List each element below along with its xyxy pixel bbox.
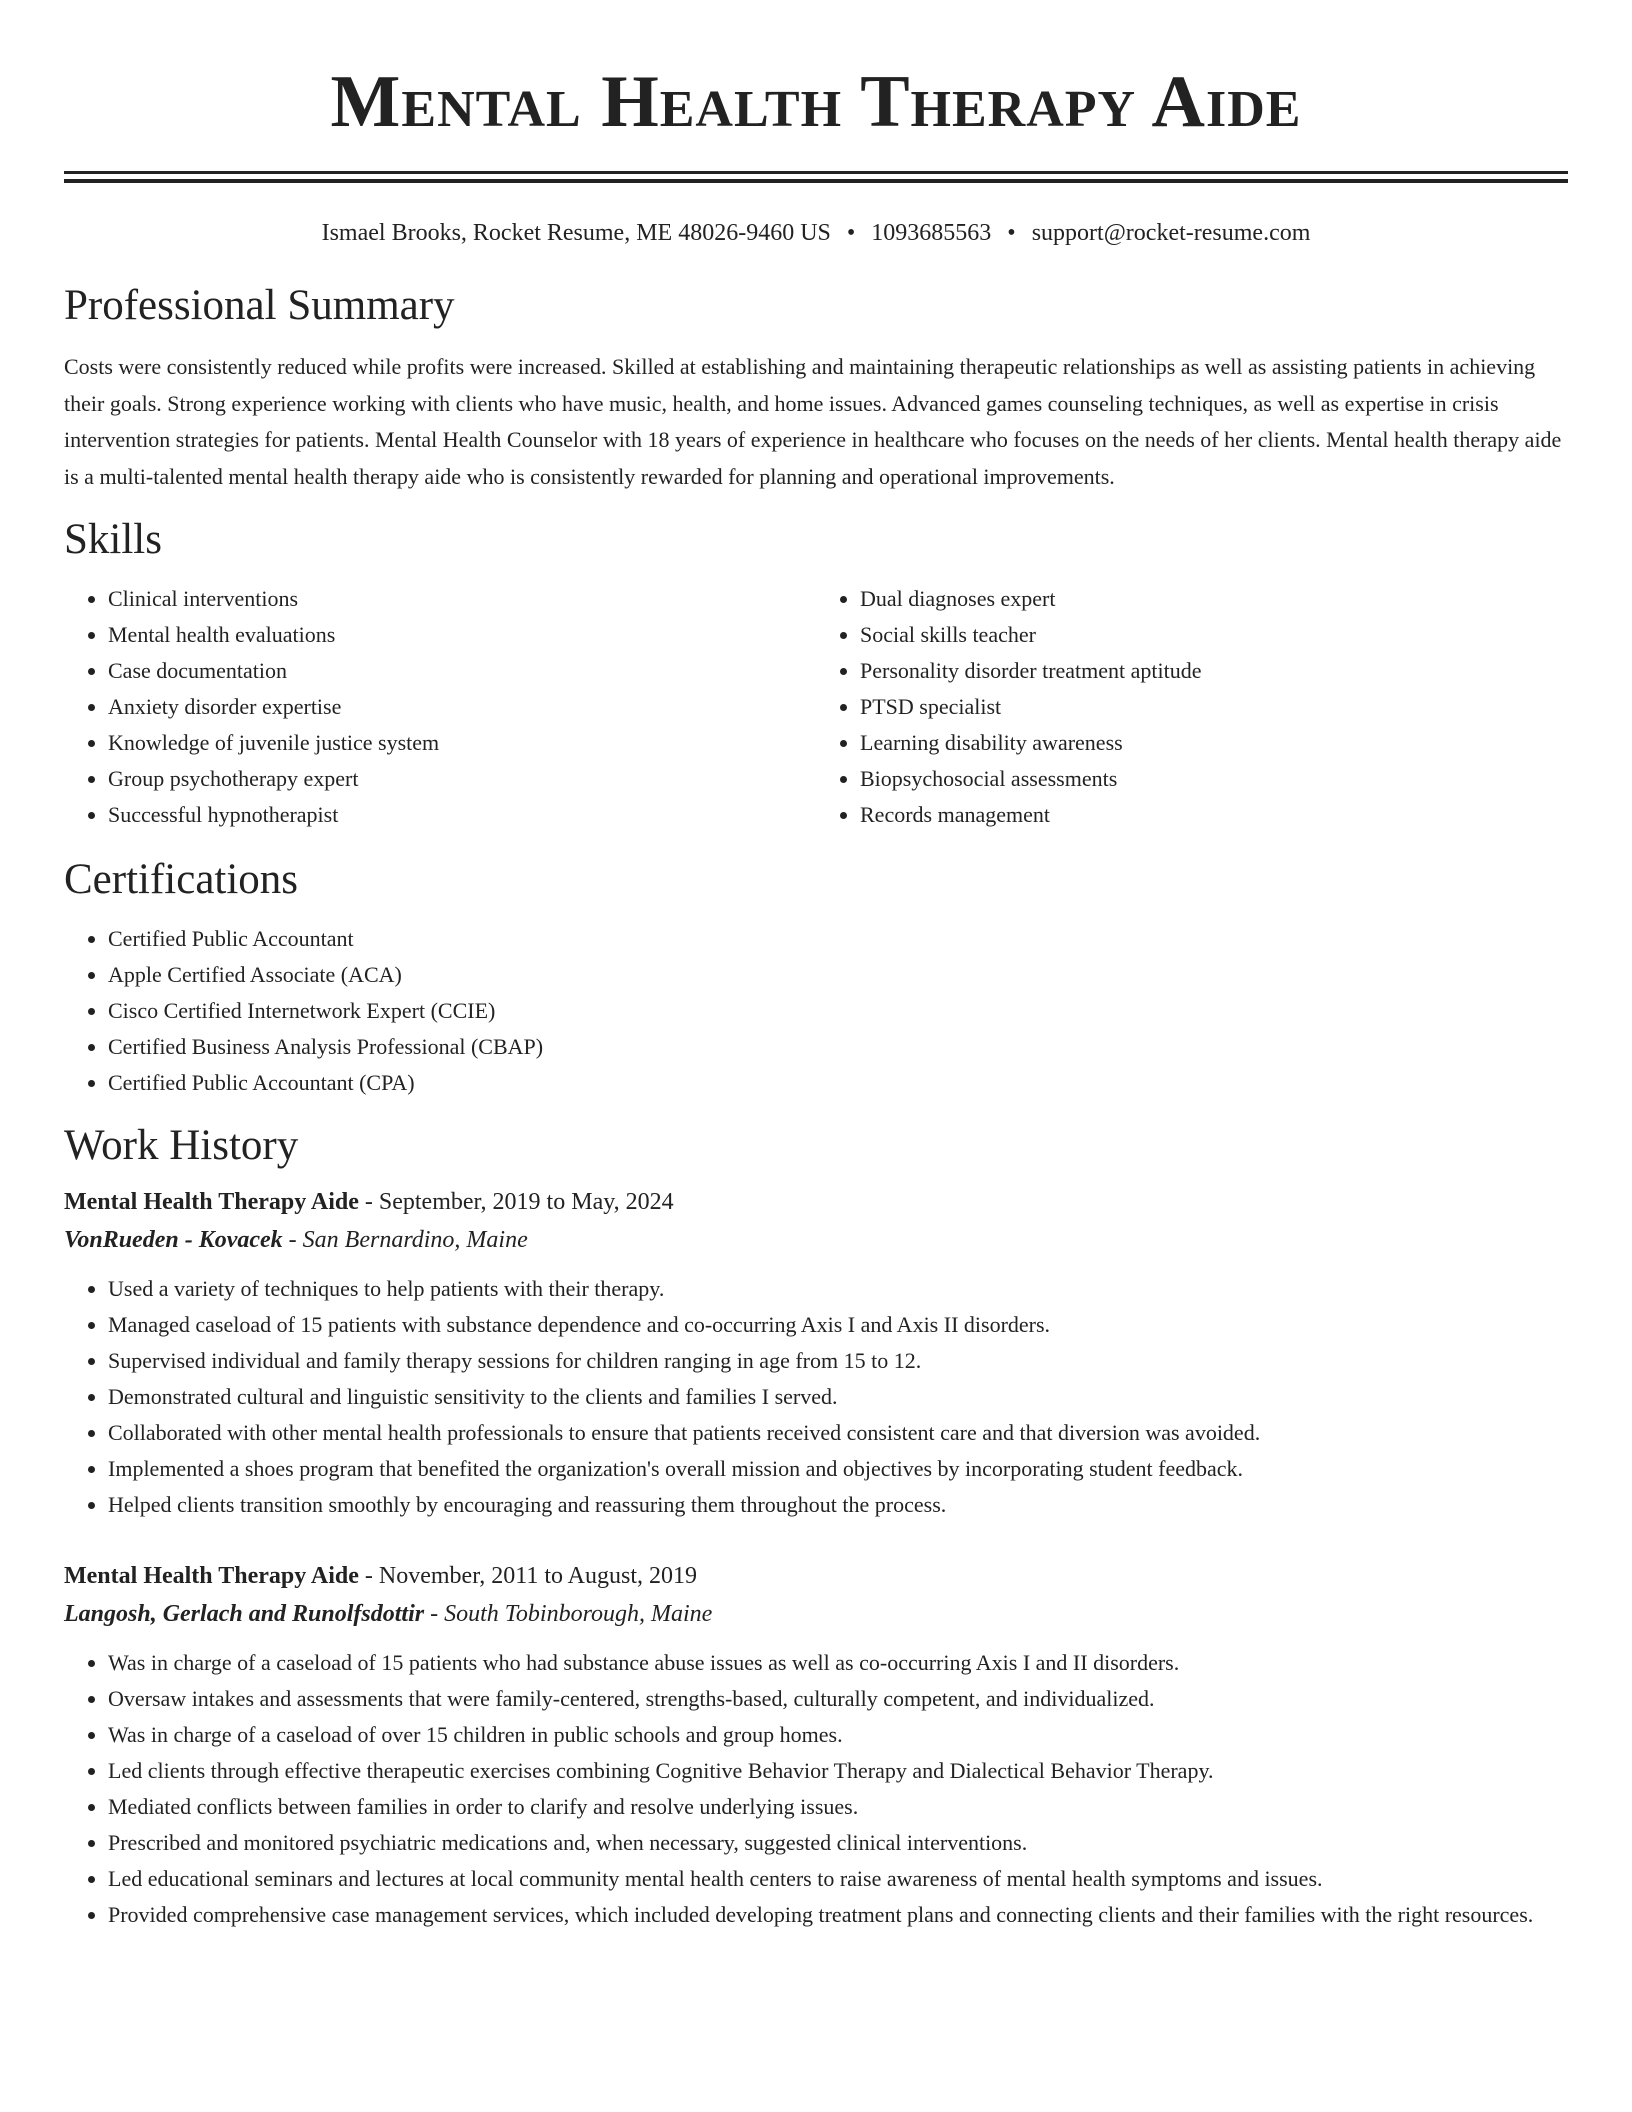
job-company-line xyxy=(64,1595,1568,1633)
job-location: - South Tobinborough, Maine xyxy=(424,1601,713,1627)
certifications-list xyxy=(64,921,1568,1101)
skill-item: • Mental health evaluations xyxy=(108,617,816,653)
skill-item: • Group psychotherapy expert xyxy=(108,761,816,797)
contact-line xyxy=(64,217,1568,249)
skill-item: • Clinical interventions xyxy=(108,581,816,617)
job-title-line xyxy=(64,1183,1568,1221)
skill-item: • Learning disability awareness xyxy=(860,725,1568,761)
summary-heading: Professional Summary xyxy=(64,282,455,329)
job-dates: - September, 2019 to May, 2024 xyxy=(358,1189,674,1215)
job-bullet: • Was in charge of a caseload of over 15 children in public schools and group homes. xyxy=(108,1717,1568,1753)
job-bullet: • Led educational seminars and lectures at local community mental health centers to raise awareness of mental health symptoms and issues. xyxy=(108,1861,1568,1897)
contact-separator: • xyxy=(1007,220,1016,246)
certification-item: • Certified Public Accountant (CPA) xyxy=(108,1065,1568,1101)
contact-phone: 1093685563 xyxy=(871,220,992,246)
skill-item: • Anxiety disorder expertise xyxy=(108,689,816,725)
summary-text: Costs were consistently reduced while profits were increased. Skilled at establishing and maintaining therapeutic relationships as well as assisting patients in achieving their goals. Strong experience working with clients who have music, health, and home issues. Advanced games counseling techniques, as well as expertise in crisis intervention strategies for patients. Mental Health Counselor with 18 years of experience in healthcare who focuses on the needs of her clients. Mental health therapy aide is a multi-talented mental health therapy aide who is consistently rewarded for planning and operational improvements. xyxy=(64,354,1562,489)
skills-list-left xyxy=(64,581,816,833)
skill-item: • Case documentation xyxy=(108,653,816,689)
contact-separator: • xyxy=(846,220,856,246)
job-bullet: • Provided comprehensive case management services, which included developing treatment plans and connecting clients and their families with the right resources. xyxy=(108,1897,1568,1933)
certification-item: • Apple Certified Associate (ACA) xyxy=(108,957,1568,993)
skill-item: • Biopsychosocial assessments xyxy=(860,761,1568,797)
job-title-line xyxy=(64,1557,1568,1595)
job-company: VonRueden - Kovacek xyxy=(64,1227,283,1253)
skill-item: • Records management xyxy=(860,797,1568,833)
job-bullet: • Managed caseload of 15 patients with substance dependence and co-occurring Axis I and Axis II disorders. xyxy=(108,1307,1568,1343)
job-location: - San Bernardino, Maine xyxy=(282,1227,528,1253)
job-role: Mental Health Therapy Aide xyxy=(64,1189,359,1215)
skill-item: • Personality disorder treatment aptitude xyxy=(860,653,1568,689)
skills-columns xyxy=(64,581,1568,833)
job-bullet: • Helped clients transition smoothly by encouraging and reassuring them throughout the process. xyxy=(108,1487,1568,1523)
contact-email: support@rocket-resume.com xyxy=(1031,220,1311,246)
job-dates: - November, 2011 to August, 2019 xyxy=(358,1563,698,1589)
job-bullet: • Used a variety of techniques to help patients with their therapy. xyxy=(108,1271,1568,1307)
certification-item: • Cisco Certified Internetwork Expert (CCIE) xyxy=(108,993,1568,1029)
job-entry xyxy=(64,1183,1568,1523)
work-history-heading: Work History xyxy=(64,1122,299,1169)
skill-item: • Knowledge of juvenile justice system xyxy=(108,725,816,761)
resume-title: Mental Health Therapy Aide xyxy=(330,61,1302,143)
job-entry xyxy=(64,1557,1568,1933)
job-bullet: • Led clients through effective therapeutic exercises combining Cognitive Behavior Therapy and Dialectical Behavior Therapy. xyxy=(108,1753,1568,1789)
job-company-line xyxy=(64,1221,1568,1259)
skill-item: • Successful hypnotherapist xyxy=(108,797,816,833)
job-bullet-list xyxy=(64,1271,1568,1523)
skill-item: • Social skills teacher xyxy=(860,617,1568,653)
skill-item: • PTSD specialist xyxy=(860,689,1568,725)
job-bullet: • Oversaw intakes and assessments that were family-centered, strengths-based, culturally competent, and individualized. xyxy=(108,1681,1568,1717)
contact-address: Ismael Brooks, Rocket Resume, ME 48026-9460 US xyxy=(321,220,831,246)
job-bullet: • Supervised individual and family therapy sessions for children ranging in age from 15 to 12. xyxy=(108,1343,1568,1379)
skills-list-right xyxy=(816,581,1568,833)
certifications-heading: Certifications xyxy=(64,856,299,903)
title-divider xyxy=(64,171,1568,183)
job-bullet: • Was in charge of a caseload of 15 patients who had substance abuse issues as well as co-occurring Axis I and II disorders. xyxy=(108,1645,1568,1681)
certification-item: • Certified Public Accountant xyxy=(108,921,1568,957)
job-bullet-list xyxy=(64,1645,1568,1933)
job-bullet: • Mediated conflicts between families in order to clarify and resolve underlying issues. xyxy=(108,1789,1568,1825)
job-bullet: • Demonstrated cultural and linguistic sensitivity to the clients and families I served. xyxy=(108,1379,1568,1415)
job-role: Mental Health Therapy Aide xyxy=(64,1563,359,1589)
skill-item: • Dual diagnoses expert xyxy=(860,581,1568,617)
skills-heading: Skills xyxy=(64,516,162,563)
job-company: Langosh, Gerlach and Runolfsdottir xyxy=(64,1601,425,1627)
job-bullet: • Collaborated with other mental health professionals to ensure that patients received consistent care and that diversion was avoided. xyxy=(108,1415,1568,1451)
certification-item: • Certified Business Analysis Professional (CBAP) xyxy=(108,1029,1568,1065)
job-bullet: • Prescribed and monitored psychiatric medications and, when necessary, suggested clinical interventions. xyxy=(108,1825,1568,1861)
job-bullet: • Implemented a shoes program that benefited the organization's overall mission and objectives by incorporating student feedback. xyxy=(108,1451,1568,1487)
